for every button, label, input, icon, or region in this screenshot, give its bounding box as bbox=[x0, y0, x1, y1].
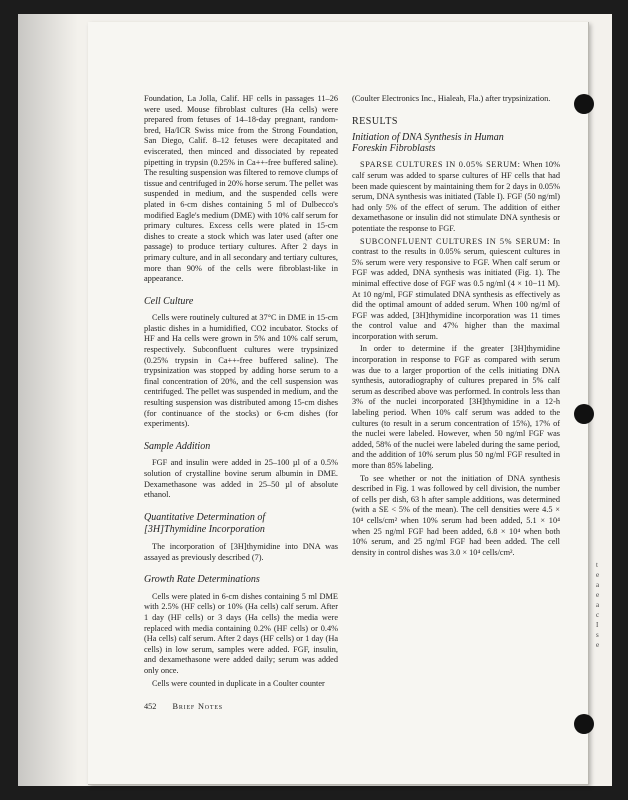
growth-rate-heading: Growth Rate Determinations bbox=[144, 574, 260, 586]
quantitative-heading-line1: Quantitative Determination of bbox=[144, 511, 266, 523]
running-title: Brief Notes bbox=[172, 702, 223, 711]
binder-hole-top bbox=[574, 94, 594, 114]
sample-addition-heading: Sample Addition bbox=[144, 440, 211, 452]
left-column bbox=[144, 94, 338, 691]
continuation-text: (Coulter Electronics Inc., Hialeah, Fla.) after trypsinization. bbox=[352, 94, 551, 103]
sample-addition-text: FGF and insulin were added in 25–100 µl of a 0.5% solution of crystalline bovine serum albumin in DME. Dexamethasone was added in 25–50 µl of absolute ethanol. bbox=[144, 458, 338, 500]
binder-hole-middle bbox=[574, 404, 594, 424]
quantitative-text: The incorporation of [3H]thymidine into DNA was assayed as previously described (7). bbox=[144, 541, 338, 562]
binder-hole-bottom bbox=[574, 714, 594, 734]
edge-letter: e bbox=[596, 591, 600, 599]
edge-letter: t bbox=[596, 561, 598, 569]
edge-letter: I bbox=[596, 621, 599, 629]
cell-culture-text: Cells were routinely cultured at 37°C in DME in 15-cm plastic dishes in a humidified, CO2 incubator. Stocks of HF and Ha cells were grown in 5% and 10% calf serum, respectively. Subconfluent cultures were trypsinized (0.25% trypsin in Ca++-free buffered saline). The trypsinization was stopped by adding horse serum to a final concentration of 20%, and the cell suspension was centrifuged. The pellet was suspended in medium, and the resulting suspension was distributed among 15-cm dishes (for continuance of the stocks) or 6-cm dishes (for experiments). bbox=[144, 313, 338, 429]
right-column bbox=[352, 94, 560, 560]
growth-rate-text: Cells were plated in 6-cm dishes containing 5 ml DME with 2.5% (HF cells) or 10% (Ha cells) calf serum. After 1 day (HF cells) or 3 days (Ha cells) the media were replaced with media containing 0.2% (HF cells) or 0.4% (Ha cells) calf serum. After 2 days (HF cells) or 1 day (Ha cells) in low serum, samples were added. FGF, insulin, and dexamethasone were added daily; serum was added only once. bbox=[144, 591, 338, 675]
edge-letter: e bbox=[596, 571, 600, 579]
subconfluent-text: In contrast to the results in 0.05% serum, quiescent cultures in 5% serum were very responsive to FGF. When calf serum or FGF was added, DNA synthesis was initiated (Fig. 1). The minimal effective dose of FGF was 0.5 ng/ml (4 × 10−11 M). At 10 ng/ml, FGF stimulated DNA synthesis as effectively as did the optimal amount of added serum. When 100 ng/ml of FGF was added, [3H]thymidine incorporation was 11 times the control value and 47% higher than the maximal incorporation with serum. bbox=[352, 236, 561, 341]
edge-letter: a bbox=[596, 601, 600, 609]
scan-shadow bbox=[18, 14, 78, 786]
page-footer bbox=[144, 702, 223, 711]
sparse-text: When 10% calf serum was added to sparse cultures of HF cells that had been made quiescent by maintaining them for 2 days in 0.05% serum, DNA synthesis was initiated (Table I). FGF (50 ng/ml) had only 5% of the effect of serum. The addition of either dexamethasone or insulin did not stimulate DNA synthesis or potentiate the response to FGF. bbox=[352, 160, 560, 233]
adjacent-page-edge-text bbox=[596, 560, 608, 650]
sparse-lead: SPARSE CULTURES IN 0.05% SERUM: bbox=[360, 160, 521, 170]
subsection-heading-line2: Foreskin Fibroblasts bbox=[352, 142, 436, 154]
see-paragraph: To see whether or not the initiation of DNA synthesis described in Fig. 1 was followed by cell division, the number of cells per dish, 63 h after sample additions, was determined (with a SE < 5% of the mean). The cell densities were 4.5 × 10⁴ cells/cm² when 10% serum had been added, 5.1 × 10⁴ when 25 ng/ml FGF had been added, 6.8 × 10⁴ when both 10% serum, and 25 ng/ml FGF had been added. The cell density in control dishes was 3.0 × 10⁴ cells/cm². bbox=[352, 473, 560, 557]
sparse-paragraph bbox=[352, 160, 560, 234]
results-heading: RESULTS bbox=[352, 115, 398, 127]
subconfluent-paragraph bbox=[352, 237, 560, 343]
edge-letter: a bbox=[596, 581, 600, 589]
edge-letter: e bbox=[596, 641, 600, 649]
subsection-heading-line1: Initiation of DNA Synthesis in Human bbox=[352, 132, 504, 144]
cell-culture-heading: Cell Culture bbox=[144, 295, 194, 307]
page-number: 452 bbox=[144, 702, 157, 711]
quantitative-heading-line2: [3H]Thymidine Incorporation bbox=[144, 524, 265, 536]
subconfluent-lead: SUBCONFLUENT CULTURES IN 5% SERUM: bbox=[360, 236, 551, 246]
intro-paragraph: Foundation, La Jolla, Calif. HF cells in passages 11–26 were used. Mouse fibroblast cultures (Ha cells) were prepared from fetuses of 14–18-day pregnant, random-bred, Ha/ICR Swiss mice from the Strong Foundation, San Diego, Calif. 8–12 fetuses were decapitated and eviscerated, then minced and dissociated by repeated pipetting in trypsin (0.25% in Ca++-free buffered saline). The resulting suspension was filtered to remove clumps of tissue and centrifuged in 20% horse serum. The pellet was suspended in medium, and the suspended cells were plated in 6-cm dishes containing 5 ml of Dulbecco's modified Eagle's medium (DME) with 10% calf serum for primary cultures. Excess cells were plated in 15-cm dishes to create a stock which was later used (after one passage) to produce tertiary cultures. After 2 days in primary culture, and in all secondary and tertiary cultures, more than 90% of the cells were fibroblast-like in appearance. bbox=[144, 94, 339, 284]
growth-rate-text-2: Cells were counted in duplicate in a Coulter counter bbox=[152, 678, 325, 688]
edge-letter: c bbox=[596, 611, 600, 619]
edge-letter: s bbox=[596, 631, 599, 639]
order-paragraph: In order to determine if the greater [3H]thymidine incorporation in response to FGF as compared with serum was due to a larger proportion of the cells initiating DNA synthesis, autoradiography of cultures prepared in 5% calf serum as described above was performed. In controls less than 3% of the nuclei incorporated [3H]thymidine in a 12-h labeling period. When 10% calf serum was added to the cultures (to result in a serum concentration of 15%), 17% of the nuclei were labeled. However, when 50 ng/ml FGF was added, 58% of the nuclei were labeled during the same period, and the addition of 10% serum plus 50 ng/ml FGF resulted in more than 85% labeling. bbox=[352, 344, 560, 470]
